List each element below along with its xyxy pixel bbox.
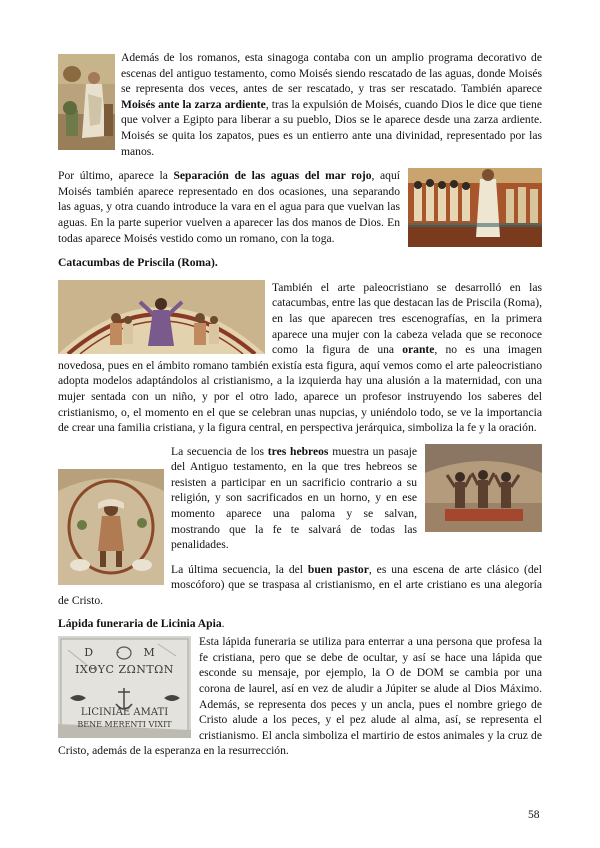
page-content bbox=[58, 50, 542, 759]
inscription-line-2: ΙΧΘΥC ΖΩΝΤΩΝ bbox=[75, 663, 174, 677]
section1-text-a: Además de los romanos, esta sinagoga contaba con un amplio programa decorativo de escenas del antiguo testamento, como Moisés siendo rescatado de las aguas, donde Moisés se representa dos veces, antes de ser rescatado, y tras ser rescatado. También aparece bbox=[121, 51, 542, 96]
section2-bold: Separación de las aguas del mar rojo bbox=[173, 169, 372, 183]
licinia-tombstone-image bbox=[58, 636, 191, 738]
priscila-bold: orante bbox=[402, 343, 435, 357]
moses-burning-bush-section bbox=[58, 50, 542, 159]
section1-text-b: , tras la expulsión de Moisés, cuando Dios le dice que tiene que volver a Egipto para liberar a su pueblo, Dios se le aparece desde una zarza ardiente. Moisés se quita los zapatos, pues es un entierro ante una divinidad, representado por las manos. bbox=[121, 97, 542, 158]
section2-text-a: Por último, aparece la bbox=[58, 169, 174, 183]
priscila-orante-fresco-image bbox=[58, 280, 265, 354]
burning-bush-fresco-image bbox=[58, 54, 115, 150]
section1-bold: Moisés ante la zarza ardiente bbox=[121, 97, 266, 111]
good-shepherd-fresco-image bbox=[58, 469, 164, 585]
hebreos-text-b: muestra un pasaje del Antiguo testamento, en la que tres hebreos se resisten a participar en un sacrificio contrario a su religión, y son sacrificados en un horno, y en ese momento aparece una paloma y se salvan, mostrando que la fe te salvará de todas las penalidades. bbox=[171, 444, 417, 552]
hebreos-text-a: La secuencia de los bbox=[171, 444, 268, 458]
licinia-text: Esta lápida funeraria se utiliza para enterrar a una persona que profesa la fe cristiana, pero que se debe de ocultar, y así se hace una lápida que esconde su mensaje, por ejemplo, la O de DOM se cambia por una corona de laurel, así en vez de aludir a Júpiter se alude al Dios Máximo. Además, se representa dos peces y un ancla, pues el nombre griego de Cristo alude a los peces, y el pez alude al alma, así, se representa el cristianismo. El ancla simboliza el martirio de estos animales y la cruz de Cristo, además de la esperanza en la resurrección. bbox=[58, 635, 542, 758]
three-hebrews-fresco-image bbox=[425, 444, 542, 532]
hebreos-pastor-section bbox=[58, 444, 542, 609]
hebreos-bold: tres hebreos bbox=[267, 444, 329, 458]
priscila-heading: Catacumbas de Priscila (Roma). bbox=[58, 256, 218, 270]
licinia-heading bbox=[58, 616, 542, 632]
pastor-text-a: La última secuencia, la del bbox=[171, 562, 308, 576]
red-sea-fresco-image bbox=[408, 168, 542, 247]
priscila-section bbox=[58, 280, 542, 436]
licinia-heading-text: Lápida funeraria de Licinia Apia bbox=[58, 616, 222, 630]
priscila-text-a: También el arte paleocristiano se desarrolló en las catacumbas, entre las que destacan las de Priscila (Roma), en las que aparecen tres escenografías, en la primera aparece una mujer con la cabeza velada que se reconoce como la figura de una bbox=[272, 280, 542, 357]
licinia-section bbox=[58, 634, 542, 759]
page-number: 58 bbox=[528, 809, 540, 821]
inscription-line-4: BENE MERENTI VIXIT bbox=[77, 720, 172, 730]
tombstone-inscription bbox=[58, 636, 191, 738]
inscription-line-1: D · M bbox=[84, 646, 165, 660]
pastor-text-b: , es una escena de arte clásico (del moscóforo) que se traspasa al cristianismo, en el arte cristiano es una alegoría de Cristo. bbox=[58, 562, 542, 608]
pastor-bold: buen pastor bbox=[307, 562, 369, 576]
section2-text-b: , aquí Moisés también aparece representado en dos ocasiones, una separando las aguas, y otra cuando introduce la vara en el agua para que vuelvan las aguas. En la parte superior vuelven a aparecer las dos manos de Dios. En todas aparece Moisés vestido como un romano, con la toga. bbox=[58, 169, 400, 245]
inscription-line-3: LICINIAE AMATI bbox=[80, 707, 169, 719]
priscila-text-b: , no es una imagen novedosa, pues en el ámbito romano también existía esta figura, aquí vemos como el arte paleocristiano adopta modelos adaptándolos al cristianismo, a la izquierda hay una alusión a la maternidad, con una mujer sentada con un niño, y por el otro lado, aparece un profesor instruyendo los saberes del cristianismo, o, el momento en el que se celebran unas nupcias, y uniéndolo todo, se ve la importancia de crear una familia cristiana, y la figura central, en perspectiva jerárquica, simboliza la fe y la oración. bbox=[58, 343, 542, 435]
licinia-heading-end: . bbox=[221, 616, 225, 630]
red-sea-section bbox=[58, 168, 542, 247]
